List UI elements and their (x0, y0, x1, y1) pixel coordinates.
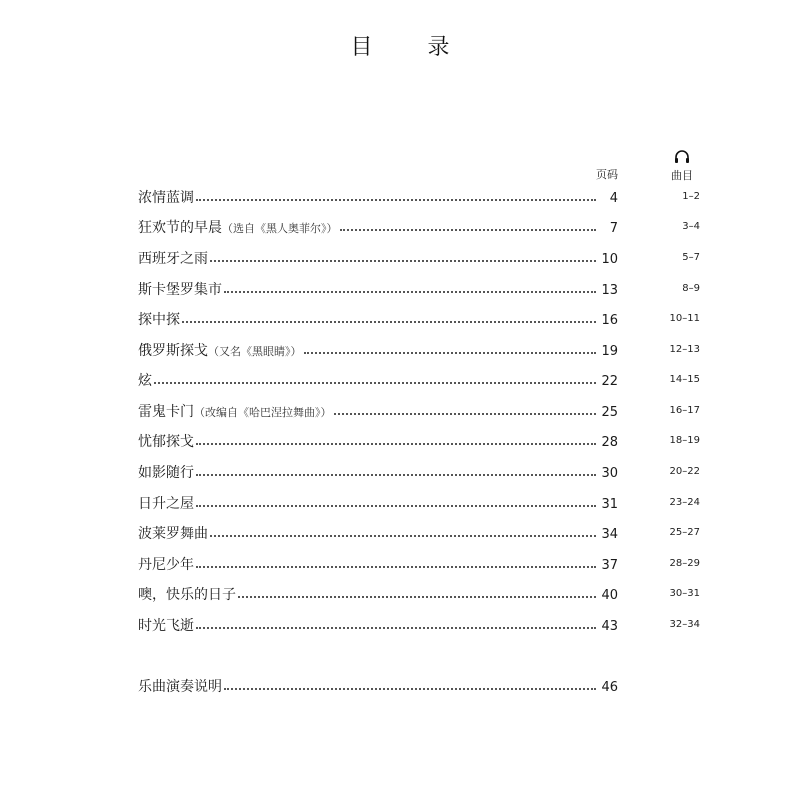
headphone-icon (674, 150, 690, 164)
dot-leader (196, 443, 596, 445)
entry-page: 43 (601, 619, 618, 634)
entry-title: 狂欢节的早晨 (138, 220, 222, 236)
entry-title: 如影随行 (138, 465, 194, 481)
dot-leader (304, 352, 597, 354)
dot-leader (196, 627, 596, 629)
toc-entry[interactable] (138, 462, 618, 484)
entry-title: 探中探 (138, 312, 180, 328)
toc-entry[interactable] (138, 584, 618, 606)
entry-tracks: 3–4 (682, 221, 700, 232)
toc-entry[interactable] (138, 615, 618, 637)
dot-leader (154, 382, 596, 384)
entry-page: 16 (601, 313, 618, 328)
entry-tracks: 32–34 (669, 619, 700, 630)
entry-title: 时光飞逝 (138, 618, 194, 634)
entry-page: 28 (601, 435, 618, 450)
entry-title: 波莱罗舞曲 (138, 526, 208, 542)
toc-entry[interactable] (138, 279, 618, 301)
entry-title: 浓情蓝调 (138, 190, 194, 206)
dot-leader (196, 474, 596, 476)
appendix-title: 乐曲演奏说明 (138, 679, 222, 695)
entry-tracks: 5–7 (682, 252, 700, 263)
track-column-header (666, 169, 698, 183)
entry-title: 炫 (138, 373, 152, 389)
track-column-label: 曲目 (671, 169, 693, 182)
entry-page: 7 (609, 221, 618, 236)
entry-title: 日升之屋 (138, 496, 194, 512)
entry-page: 19 (601, 344, 618, 359)
entry-page: 40 (601, 588, 618, 603)
dot-leader (196, 199, 596, 201)
toc-entry[interactable] (138, 523, 618, 545)
toc-entry[interactable] (138, 217, 618, 239)
entry-tracks: 16–17 (669, 405, 700, 416)
entry-title: 噢，快乐的日子 (138, 587, 236, 603)
appendix-page: 46 (601, 680, 618, 695)
toc-entry[interactable] (138, 431, 618, 453)
entry-tracks: 12–13 (669, 344, 700, 355)
toc-entry[interactable] (138, 370, 618, 392)
entry-tracks: 25–27 (669, 527, 700, 538)
toc-entry[interactable] (138, 187, 618, 209)
toc-entry[interactable] (138, 309, 618, 331)
toc-entry[interactable] (138, 248, 618, 270)
entry-page: 34 (601, 527, 618, 542)
entry-note: （选自《黑人奥菲尔》） (222, 222, 338, 235)
dot-leader (196, 505, 596, 507)
dot-leader (210, 535, 596, 537)
entry-page: 37 (601, 558, 618, 573)
entry-note: （改编自《哈巴涅拉舞曲》） (194, 406, 332, 419)
entry-tracks: 20–22 (669, 466, 700, 477)
entry-title: 忧郁探戈 (138, 434, 194, 450)
entry-tracks: 28–29 (669, 558, 700, 569)
dot-leader (224, 291, 596, 293)
entry-note: （又名《黑眼睛》） (208, 345, 302, 358)
toc-entry[interactable] (138, 340, 618, 362)
entry-tracks: 30–31 (669, 588, 700, 599)
entry-title: 雷鬼卡门 (138, 404, 194, 420)
entry-tracks: 1–2 (682, 191, 700, 202)
dot-leader (340, 229, 597, 231)
entry-page: 31 (601, 497, 618, 512)
toc-appendix-entry[interactable] (138, 676, 618, 698)
page-column-header: 页码 (596, 168, 618, 181)
dot-leader (334, 413, 597, 415)
entry-page: 13 (601, 283, 618, 298)
entry-page: 10 (601, 252, 618, 267)
toc-entry[interactable] (138, 493, 618, 515)
dot-leader (210, 260, 596, 262)
entry-tracks: 23–24 (669, 497, 700, 508)
dot-leader (238, 596, 596, 598)
entry-page: 4 (609, 191, 618, 206)
entry-page: 25 (601, 405, 618, 420)
page-title: 目 录 (350, 35, 474, 60)
entry-title: 西班牙之雨 (138, 251, 208, 267)
entry-title: 俄罗斯探戈 (138, 343, 208, 359)
toc-entry[interactable] (138, 554, 618, 576)
entry-tracks: 14–15 (669, 374, 700, 385)
entry-tracks: 18–19 (669, 435, 700, 446)
entry-title: 斯卡堡罗集市 (138, 282, 222, 298)
dot-leader (224, 688, 596, 690)
entry-page: 22 (601, 374, 618, 389)
entry-tracks: 8–9 (682, 283, 700, 294)
toc-entry[interactable] (138, 401, 618, 423)
entry-page: 30 (601, 466, 618, 481)
entry-title: 丹尼少年 (138, 557, 194, 573)
entry-tracks: 10–11 (669, 313, 700, 324)
dot-leader (196, 566, 596, 568)
dot-leader (182, 321, 596, 323)
